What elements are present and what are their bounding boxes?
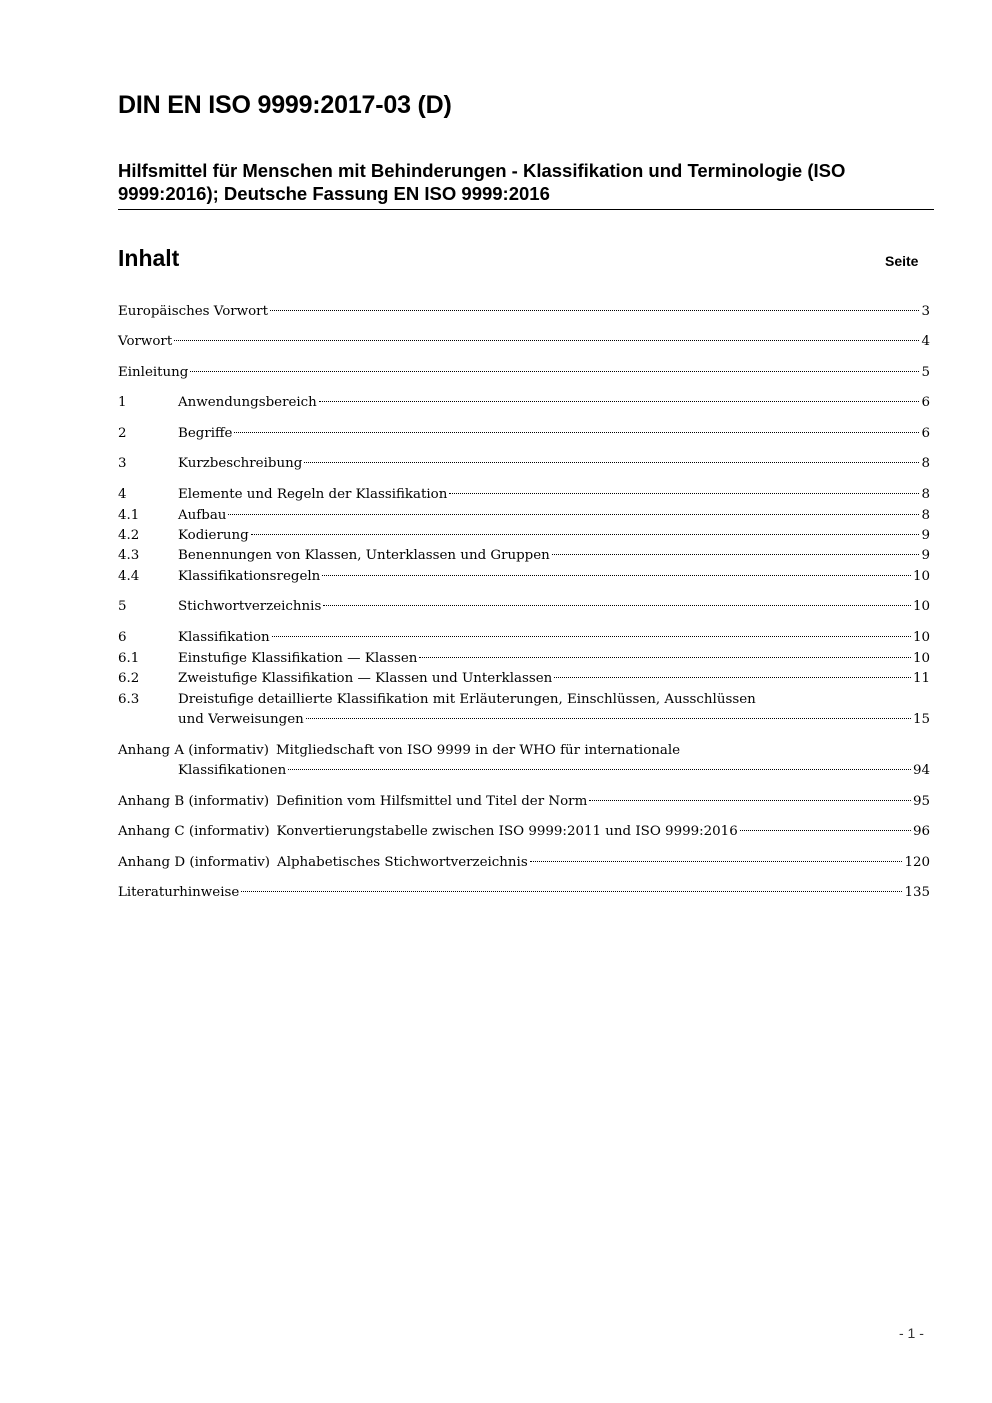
toc-entry-label: und Verweisungen bbox=[178, 712, 304, 727]
toc-entry-label: Begriffe bbox=[178, 426, 233, 441]
dot-leader bbox=[589, 800, 911, 801]
toc-entry-6-3[interactable] bbox=[118, 690, 930, 730]
dot-leader bbox=[740, 830, 911, 831]
toc-entry-label: Vorwort bbox=[118, 334, 173, 349]
toc-entry-page: 11 bbox=[912, 671, 930, 686]
toc-entry-prefix: Anhang C (informativ) bbox=[118, 824, 270, 839]
toc-entry-5[interactable] bbox=[118, 597, 930, 617]
dot-leader bbox=[554, 677, 911, 678]
toc-entry-label: Alphabetisches Stichwortverzeichnis bbox=[277, 855, 528, 870]
dot-leader bbox=[419, 657, 911, 658]
toc-entry-anhang-b[interactable] bbox=[118, 792, 930, 812]
toc-entry-number: 4 bbox=[118, 487, 127, 502]
toc-entry-anhang-a[interactable] bbox=[118, 741, 930, 781]
dot-leader bbox=[234, 432, 919, 433]
toc-entry-page: 6 bbox=[921, 426, 930, 441]
toc-entry-page: 15 bbox=[912, 712, 930, 727]
toc-entry-3[interactable] bbox=[118, 454, 930, 474]
dot-leader bbox=[241, 891, 902, 892]
document-title: DIN EN ISO 9999:2017-03 (D) bbox=[118, 91, 452, 119]
toc-entry-europaeisches-vorwort[interactable] bbox=[118, 302, 930, 322]
toc-entry-label: Stichwortverzeichnis bbox=[178, 599, 322, 614]
dot-leader bbox=[228, 514, 919, 515]
toc-entry-4-4[interactable] bbox=[118, 567, 930, 587]
toc-entry-label: Konvertierungstabelle zwischen ISO 9999:2011 und ISO 9999:2016 bbox=[276, 824, 738, 839]
dot-leader bbox=[174, 340, 919, 341]
dot-leader bbox=[272, 636, 911, 637]
toc-entry-vorwort[interactable] bbox=[118, 332, 930, 352]
toc-entry-label: Einleitung bbox=[118, 365, 189, 380]
dot-leader bbox=[323, 605, 911, 606]
toc-entry-number: 2 bbox=[118, 426, 127, 441]
toc-entry-label-line1: Dreistufige detaillierte Klassifikation mit Erläuterungen, Einschlüssen, Ausschlüssen bbox=[178, 692, 756, 707]
dot-leader bbox=[319, 401, 920, 402]
toc-entry-anhang-c[interactable] bbox=[118, 822, 930, 842]
document-subtitle: Hilfsmittel für Menschen mit Behinderungen - Klassifikation und Terminologie (ISO 9999:2016); Deutsche Fassung EN ISO 9999:2016 bbox=[118, 159, 934, 210]
toc-entry-6-1[interactable] bbox=[118, 649, 930, 669]
toc-entry-number: 3 bbox=[118, 456, 127, 471]
toc-entry-page: 8 bbox=[921, 456, 930, 471]
toc-entry-4[interactable] bbox=[118, 485, 930, 505]
toc-entry-page: 120 bbox=[904, 855, 930, 870]
toc-entry-page: 10 bbox=[912, 599, 930, 614]
dot-leader bbox=[270, 310, 920, 311]
toc-entry-label-line1: Mitgliedschaft von ISO 9999 in der WHO für internationale bbox=[275, 743, 681, 758]
toc-entry-page: 3 bbox=[921, 304, 930, 319]
toc-entry-label: Kodierung bbox=[178, 528, 249, 543]
toc-entry-label: Anwendungsbereich bbox=[178, 395, 317, 410]
dot-leader bbox=[530, 861, 903, 862]
toc-entry-6[interactable] bbox=[118, 628, 930, 648]
toc-entry-label: Aufbau bbox=[178, 508, 227, 523]
dot-leader bbox=[251, 534, 920, 535]
toc-page-column-label: Seite bbox=[885, 253, 919, 269]
toc-entry-4-3[interactable] bbox=[118, 546, 930, 566]
dot-leader bbox=[304, 462, 919, 463]
dot-leader bbox=[306, 718, 911, 719]
toc-entry-label: Europäisches Vorwort bbox=[118, 304, 268, 319]
toc-entry-page: 94 bbox=[912, 763, 930, 778]
toc-entry-prefix: Anhang A (informativ) bbox=[118, 743, 269, 758]
toc-entry-number: 6.3 bbox=[118, 692, 140, 707]
toc-entry-label: Literaturhinweise bbox=[118, 885, 240, 900]
toc-entry-6-2[interactable] bbox=[118, 669, 930, 689]
toc-entry-label: Benennungen von Klassen, Unterklassen und Gruppen bbox=[178, 548, 550, 563]
toc-entry-number: 6 bbox=[118, 630, 127, 645]
toc-entry-label: Elemente und Regeln der Klassifikation bbox=[178, 487, 448, 502]
toc-entry-page: 8 bbox=[921, 508, 930, 523]
toc-entry-page: 4 bbox=[921, 334, 930, 349]
toc-entry-page: 96 bbox=[912, 824, 930, 839]
toc-entry-page: 10 bbox=[912, 651, 930, 666]
toc-entry-number: 4.1 bbox=[118, 508, 140, 523]
toc-entry-page: 9 bbox=[921, 528, 930, 543]
toc-entry-number: 1 bbox=[118, 395, 127, 410]
dot-leader bbox=[190, 371, 919, 372]
toc-entry-page: 95 bbox=[912, 794, 930, 809]
toc-entry-prefix: Anhang B (informativ) bbox=[118, 794, 270, 809]
toc-entry-einleitung[interactable] bbox=[118, 363, 930, 383]
dot-leader bbox=[288, 769, 911, 770]
toc-entry-literaturhinweise[interactable] bbox=[118, 883, 930, 903]
toc-entry-4-1[interactable] bbox=[118, 506, 930, 526]
toc-entry-prefix: Anhang D (informativ) bbox=[118, 855, 271, 870]
toc-entry-label: Klassifikationen bbox=[178, 763, 287, 778]
toc-entry-page: 135 bbox=[904, 885, 930, 900]
toc-entry-page: 9 bbox=[921, 548, 930, 563]
toc-entry-anhang-d[interactable] bbox=[118, 853, 930, 873]
toc-entry-page: 10 bbox=[912, 630, 930, 645]
toc-entry-number: 5 bbox=[118, 599, 127, 614]
toc-entry-1[interactable] bbox=[118, 393, 930, 413]
toc-entry-page: 5 bbox=[921, 365, 930, 380]
dot-leader bbox=[322, 575, 911, 576]
toc-entry-2[interactable] bbox=[118, 424, 930, 444]
toc-entry-number: 6.2 bbox=[118, 671, 140, 686]
toc-entry-label: Klassifikation bbox=[178, 630, 270, 645]
toc-entry-label: Klassifikationsregeln bbox=[178, 569, 321, 584]
toc-entry-number: 4.2 bbox=[118, 528, 140, 543]
dot-leader bbox=[552, 554, 920, 555]
toc-entry-label: Zweistufige Klassifikation — Klassen und Unterklassen bbox=[178, 671, 553, 686]
page-number: - 1 - bbox=[899, 1325, 924, 1341]
toc-entry-number: 4.4 bbox=[118, 569, 140, 584]
toc-entry-page: 8 bbox=[921, 487, 930, 502]
toc-entry-page: 6 bbox=[921, 395, 930, 410]
toc-entry-page: 10 bbox=[912, 569, 930, 584]
toc-entry-label: Kurzbeschreibung bbox=[178, 456, 303, 471]
dot-leader bbox=[449, 493, 919, 494]
toc-entry-number: 6.1 bbox=[118, 651, 140, 666]
toc-entry-4-2[interactable] bbox=[118, 526, 930, 546]
toc-entry-label: Einstufige Klassifikation — Klassen bbox=[178, 651, 418, 666]
toc-entry-label: Definition vom Hilfsmittel und Titel der Norm bbox=[276, 794, 588, 809]
toc-entry-number: 4.3 bbox=[118, 548, 140, 563]
toc-heading: Inhalt bbox=[118, 245, 180, 271]
